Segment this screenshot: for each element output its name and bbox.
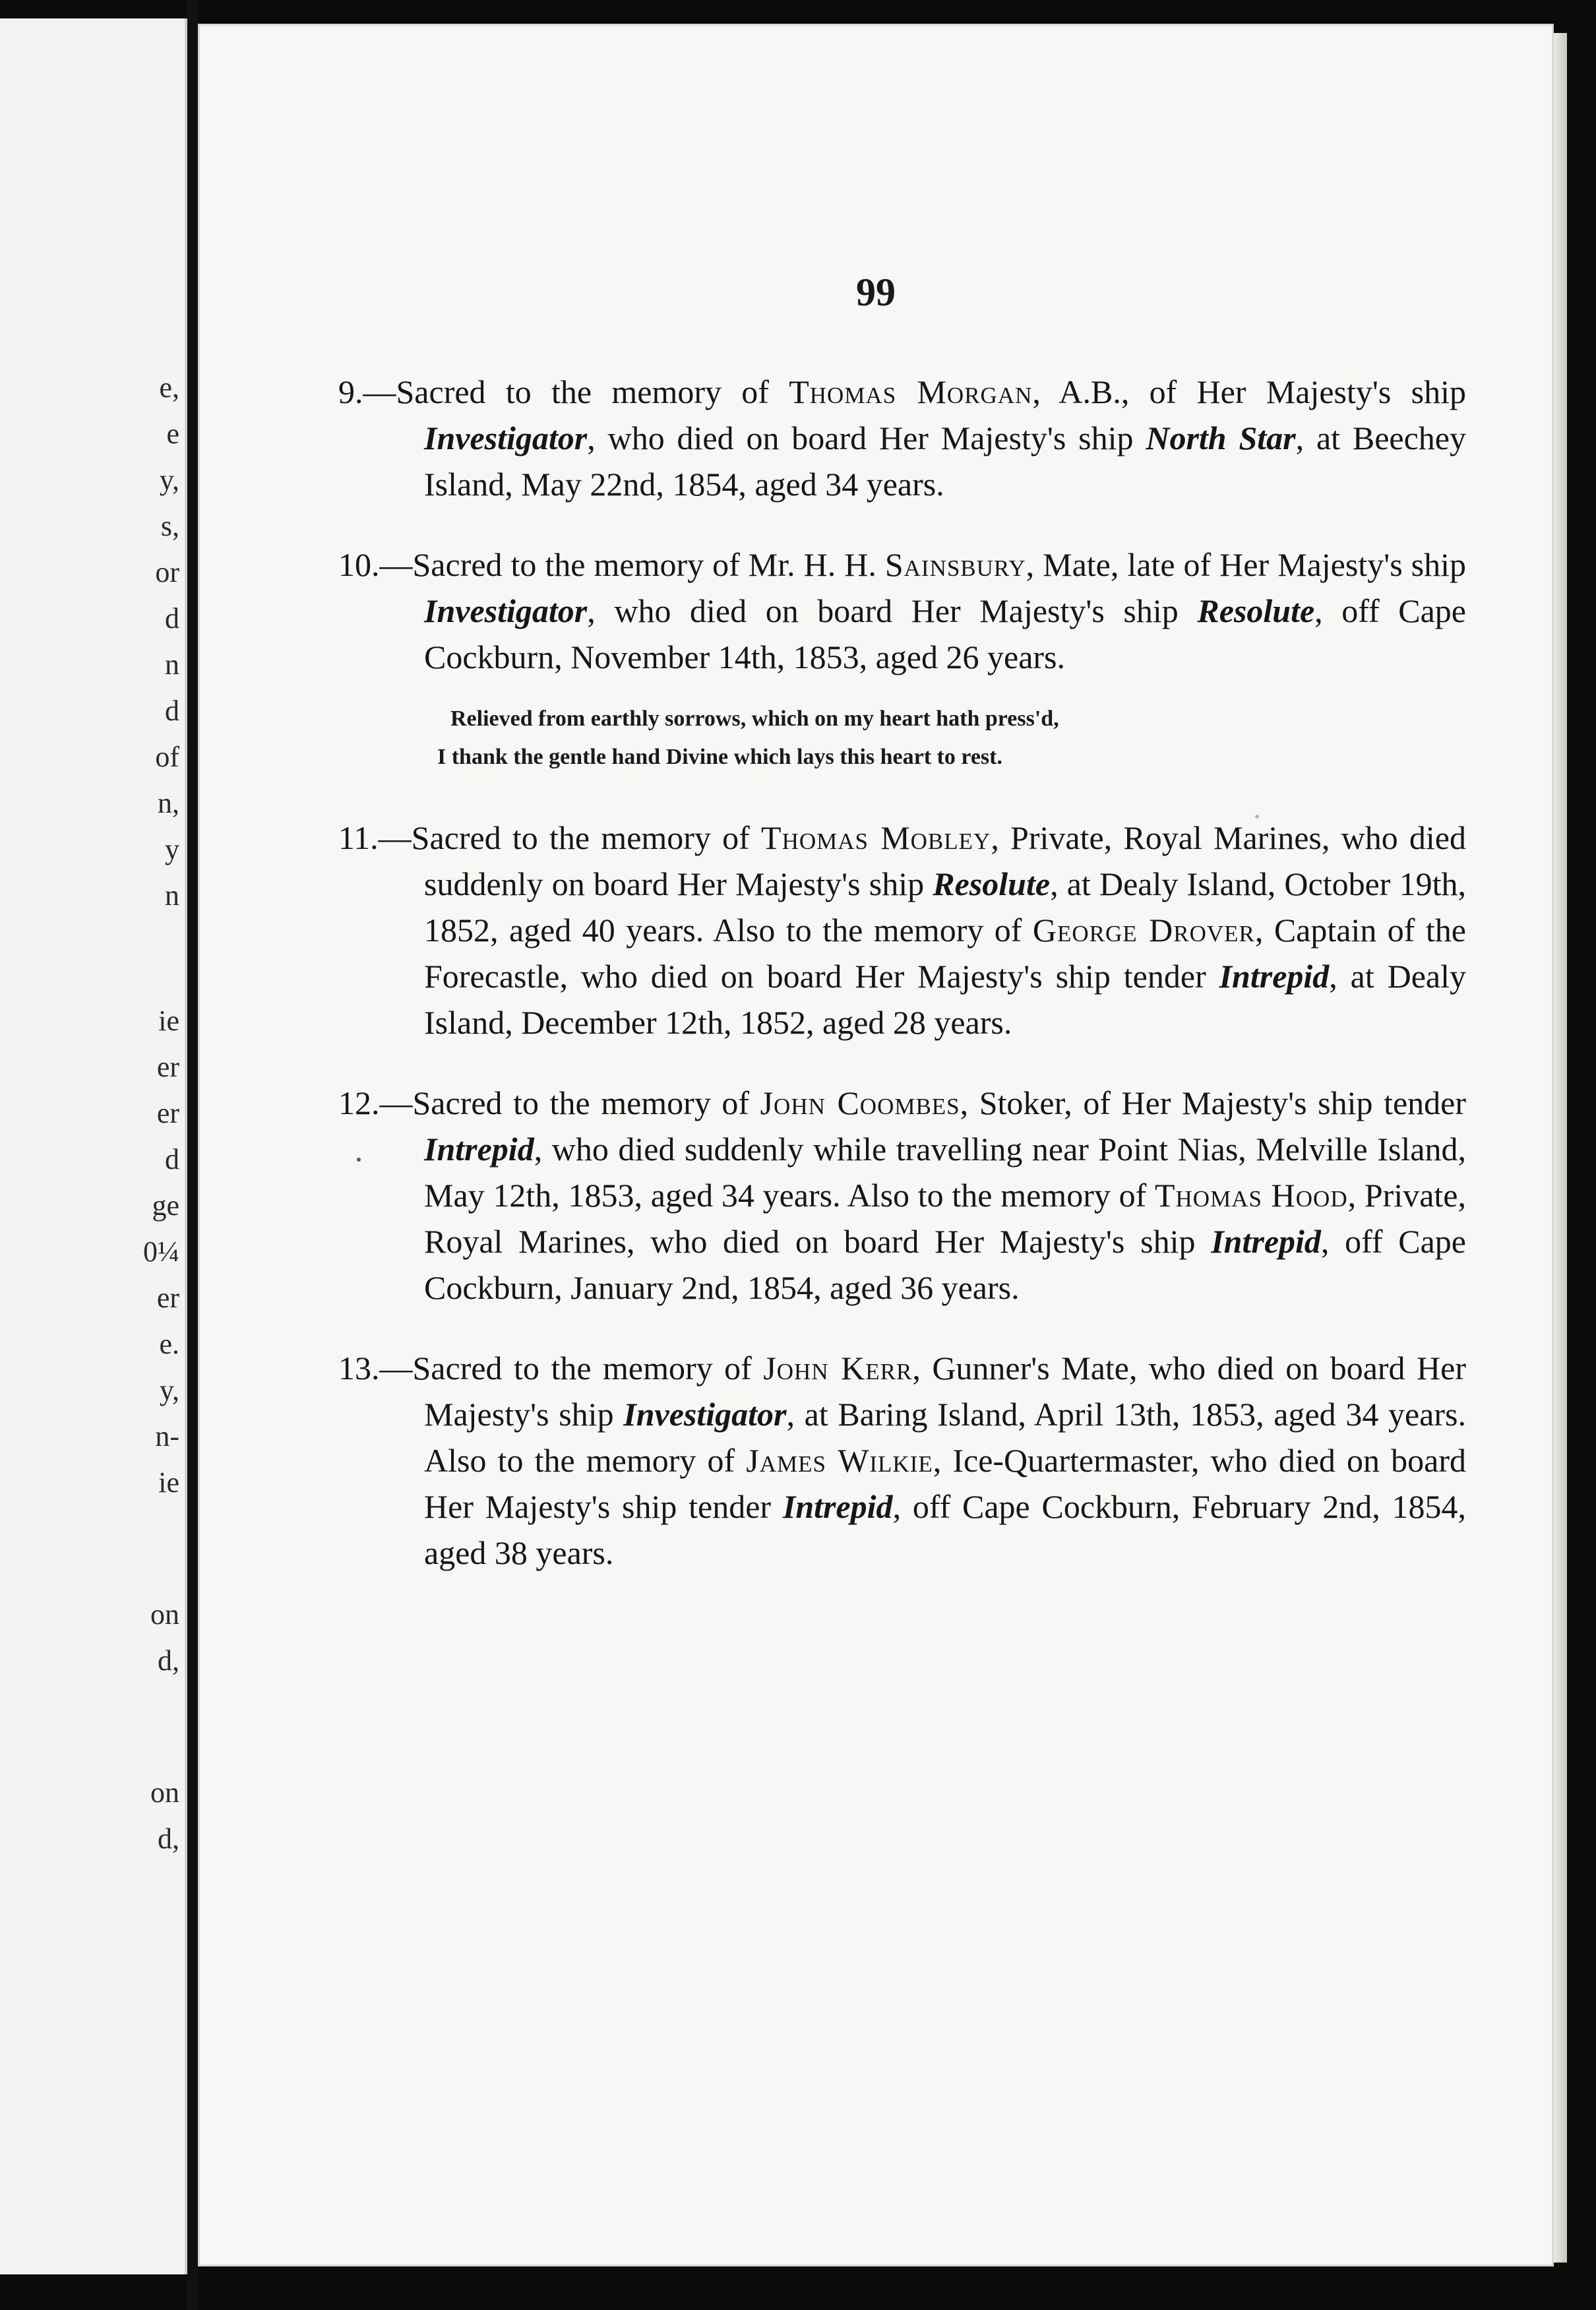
ship-name: Resolute [933, 865, 1051, 902]
left-page-fragment: ie [158, 1005, 179, 1037]
ship-name: Investigator [424, 420, 588, 456]
entry-text: Sacred to the memory of [396, 373, 789, 410]
entry-text: , Mate, late of Her Majesty's ship [1026, 546, 1467, 583]
memorial-entry-11 [338, 815, 1466, 1046]
print-speck [1255, 815, 1259, 819]
left-page-fragment: d, [158, 1823, 179, 1855]
ship-name: Intrepid [1211, 1223, 1321, 1260]
left-page-fragment: er [156, 1051, 179, 1083]
entry-text: , Private, Royal Marines, who died on board Her Majesty's ship [424, 1177, 1466, 1260]
entry-text: Sacred to the memory of [411, 819, 762, 856]
left-page-fragment: y, [159, 464, 179, 496]
left-page-fragment: n- [155, 1420, 179, 1452]
entry-text: , at Baring Island, April 13th, 1853, aged 34 years. Also to the memory of [424, 1396, 1466, 1479]
left-page-fragment: n [165, 648, 179, 681]
left-page-fragment: y [165, 833, 179, 865]
verse-line: Relieved from earthly sorrows, which on my heart hath press'd, [450, 706, 1059, 731]
person-name: Thomas Mobley [761, 819, 991, 856]
left-page-fragment: d [165, 1143, 179, 1175]
person-name: James Wilkie [746, 1442, 933, 1479]
entry-text: , at Dealy Island, December 12th, 1852, aged 28 years. [424, 958, 1466, 1041]
memorial-entry-10 [338, 542, 1466, 680]
epitaph-verse [338, 700, 1466, 776]
left-page-fragment: d, [158, 1644, 179, 1677]
verse-line: I thank the gentle hand Divine which lays this heart to rest. [437, 745, 1002, 769]
entry-text: , off Cape Cockburn, January 2nd, 1854, aged 36 years. [424, 1223, 1466, 1306]
left-page-fragment: e. [159, 1328, 179, 1360]
left-page-fragment: ie [158, 1466, 179, 1499]
entry-text: , Gunner's Mate, who died on board Her Majesty's ship [424, 1350, 1467, 1433]
left-page-fragment: ge [152, 1189, 179, 1222]
memorial-entry-9 [338, 369, 1466, 507]
print-speck [357, 1158, 361, 1162]
left-page-fragment: n [165, 879, 179, 912]
left-page-fragment: er [156, 1282, 179, 1314]
person-name: Thomas Morgan [789, 373, 1033, 410]
left-page-fragment: e [166, 418, 179, 450]
page-number: 99 [856, 270, 896, 314]
ship-name: Investigator [623, 1396, 787, 1433]
left-page-fragment: n, [158, 787, 179, 819]
entry-text: , Captain of the Forecastle, who died on board Her Majesty's ship tender [424, 912, 1466, 995]
entry-text: , Ice-Quartermaster, who died on board Her Majesty's ship tender [424, 1442, 1466, 1525]
left-page-fragment: 0¼ [143, 1235, 179, 1268]
page-body [338, 369, 1466, 1610]
entry-text: , off Cape Cockburn, November 14th, 1853, aged 26 years. [424, 592, 1466, 675]
ship-name: Intrepid [424, 1131, 534, 1168]
ship-name: Investigator [424, 592, 588, 629]
left-facing-page [0, 18, 187, 2274]
left-page-fragment: or [155, 556, 179, 588]
left-page-fragment: y, [159, 1374, 179, 1406]
left-page-fragment: d [165, 695, 179, 727]
entry-text: , Private, Royal Marines, who died suddenly on board Her Majesty's ship [424, 819, 1466, 902]
entry-text: , at Beechey Island, May 22nd, 1854, aged 34 years. [424, 420, 1466, 503]
entry-number: 10.— [338, 546, 413, 583]
book-page [198, 24, 1554, 2266]
entry-text: Sacred to the memory of [412, 1084, 760, 1121]
memorial-entry-12 [338, 1080, 1466, 1311]
entry-text: , off Cape Cockburn, February 2nd, 1854, aged 38 years. [424, 1488, 1466, 1571]
entry-text: Sacred to the memory of [412, 1350, 764, 1387]
left-page-fragment: on [150, 1598, 179, 1631]
ship-name: Resolute [1197, 592, 1315, 629]
entry-number: 13.— [338, 1350, 413, 1387]
person-name: George Drover [1032, 912, 1255, 949]
left-page-fragment: er [156, 1097, 179, 1129]
entry-number: 12.— [338, 1084, 413, 1121]
entry-number: 9.— [338, 373, 396, 410]
memorial-entry-13 [338, 1345, 1466, 1576]
ship-name: North Star [1146, 420, 1296, 456]
person-name: John Kerr [763, 1350, 913, 1387]
entry-text: , who died on board Her Majesty's ship [587, 592, 1198, 629]
entry-text: , who died suddenly while travelling near Point Nias, Melville Island, May 12th, 1853, aged 34 years. Also to the memory of [424, 1131, 1466, 1214]
book-gutter [187, 0, 198, 2310]
entry-text: , at Dealy Island, October 19th, 1852, aged 40 years. Also to the memory of [424, 865, 1466, 949]
left-page-fragment: e, [159, 371, 179, 404]
entry-text: , who died on board Her Majesty's ship [587, 420, 1146, 456]
left-page-fragment: d [165, 602, 179, 635]
person-name: Sainsbury [884, 546, 1026, 583]
ship-name: Intrepid [1219, 958, 1330, 995]
entry-text: Sacred to the memory of Mr. H. H. [412, 546, 885, 583]
entry-text: , A.B., of Her Majesty's ship [1032, 373, 1466, 410]
left-page-fragment: on [150, 1776, 179, 1809]
entry-number: 11.— [338, 819, 412, 856]
ship-name: Intrepid [782, 1488, 893, 1525]
left-page-fragment: of [155, 741, 179, 773]
left-page-fragment: s, [160, 510, 179, 542]
entry-text: , Stoker, of Her Majesty's ship tender [960, 1084, 1466, 1121]
page-edge [1554, 33, 1567, 2263]
person-name: John Coombes [760, 1084, 960, 1121]
person-name: Thomas Hood [1154, 1177, 1348, 1214]
